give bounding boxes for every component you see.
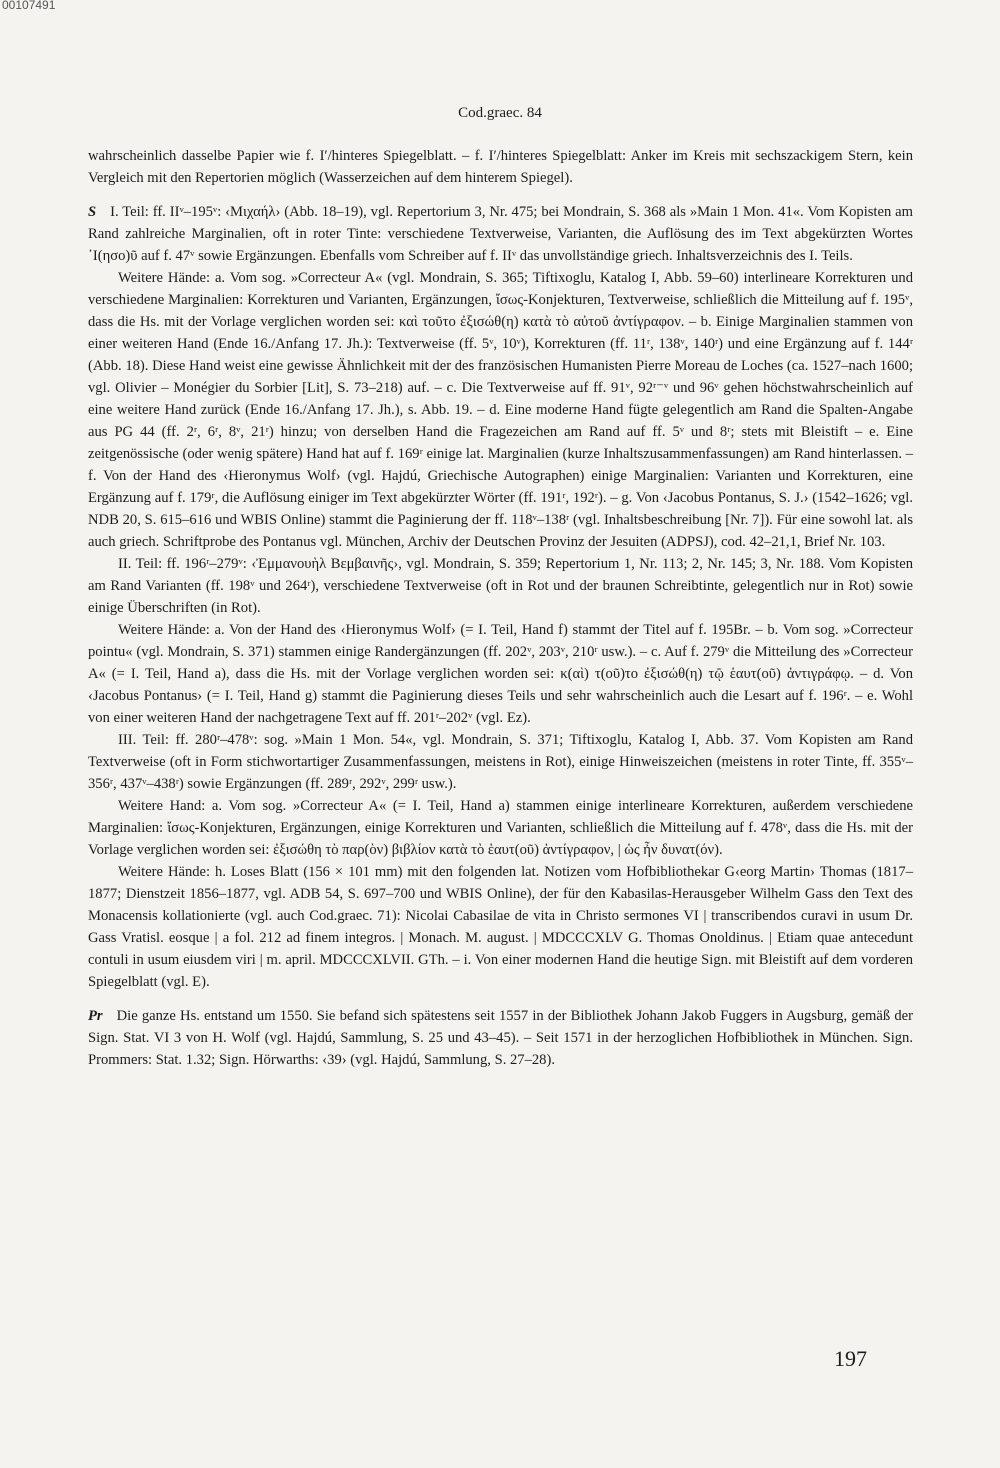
siglum-s: S — [88, 204, 97, 220]
paragraph-s-1-text: I. Teil: ff. IIᵛ–195ᵛ: ‹Μιχαήλ› (Abb. 18–19), vgl. Repertorium 3, Nr. 475; bei Mondrain, S. 368 als »Main 1 Mon. 41«. Vom Kopisten am Rand zahlreiche Marginalien, oft in roter Tinte: verschiedene Textverweise, Varianten, die Auflösung des im Text abgekürzten Wortes ᾽Ι(ησο)ῦ auf f. 47ᵛ sowie Ergänzungen. Ebenfalls vom Schreiber auf f. IIᵛ das unvollständige griech. Inhaltsverzeichnis des I. Teils. — [88, 204, 913, 264]
paragraph-s-6: Weitere Hand: a. Vom sog. »Correcteur A« (= I. Teil, Hand a) stammen einige interlineare Korrekturen, außerdem verschiedene Marginalien: ἴσως-Konjekturen, Ergänzungen, einige Korrekturen und Varianten, schließlich die Mitteilung auf f. 478ᵛ, dass die Hs. mit der Vorlage verglichen worden sei: ἐξισώθη τὸ παρ(ὸν) βιβλίον κατὰ τὸ ἑαυτ(οῦ) ἀντίγραφον, | ὡς ἦν δυνατ(όν). — [88, 798, 913, 858]
paragraph-pr-text: Die ganze Hs. entstand um 1550. Sie befand sich spätestens seit 1557 in der Bibliothek Johann Jakob Fuggers in Augsburg, gemäß der Sign. Stat. VI 3 von H. Wolf (vgl. Hajdú, Sammlung, S. 25 und 43–45). – Seit 1571 in der herzoglichen Hofbibliothek in München. Sign. Prommers: Stat. 1.32; Sign. Hörwarths: ‹39› (vgl. Hajdú, Sammlung, S. 27–28). — [88, 1008, 913, 1068]
running-head: Cod.graec. 84 — [458, 105, 542, 121]
paragraph-s-4: Weitere Hände: a. Von der Hand des ‹Hieronymus Wolf› (= I. Teil, Hand f) stammt der Titel auf f. 195Br. – b. Vom sog. »Correcteur pointu« (vgl. Mondrain, S. 371) stammen einige Randergänzungen (ff. 202ᵛ, 203ᵛ, 210ʳ usw.). – c. Auf f. 279ᵛ die Mitteilung des »Correcteur A« (= I. Teil, Hand a), dass die Hs. mit der Vorlage verglichen worden sei: κ(αὶ) τ(οῦ)το ἐξισώθ(η) τῷ ἑαυτ(οῦ) ἀντιγράφῳ. – d. Von ‹Jacobus Pontanus› (= I. Teil, Hand g) stammt die Paginierung dieses Teils und sehr wahrscheinlich auch die Lesart auf f. 196ʳ. – e. Wohl von einer weiteren Hand der nachgetragene Text auf ff. 201ʳ–202ᵛ (vgl. Ez). — [88, 622, 913, 726]
siglum-pr: Pr — [88, 1008, 103, 1024]
paragraph-s-2: Weitere Hände: a. Vom sog. »Correcteur A« (vgl. Mondrain, S. 365; Tiftixoglu, Katalog I, Abb. 59–60) interlineare Korrekturen und verschiedene Marginalien: Korrekturen und Varianten, Ergänzungen, ἴσως-Konjekturen, Textverweise, schließlich die Mitteilung auf f. 195ᵛ, dass die Hs. mit der Vorlage verglichen worden sei: καὶ τοῦτο ἐξισώθ(η) κατὰ τὸ αὐτοῦ ἀντίγραφον. – b. Einige Marginalien stammen von einer weiteren Hand (Ende 16./Anfang 17. Jh.): Textverweise (ff. 5ᵛ, 10ᵛ), Korrekturen (ff. 11ʳ, 138ᵛ, 140ʳ) und eine Ergänzung auf f. 144ʳ (Abb. 18). Diese Hand weist eine gewisse Ähnlichkeit mit der des französischen Humanisten Pierre Moreau de Loches (ca. 1527–nach 1600; vgl. Olivier – Monégier du Sorbier [Lit], S. 73–218) auf. – c. Die Textverweise auf ff. 91ᵛ, 92ʳ⁻ᵛ und 96ᵛ gehen höchstwahrscheinlich auf eine weitere Hand zurück (Ende 16./Anfang 17. Jh.), s. Abb. 19. – d. Eine moderne Hand fügte gelegentlich am Rand die Spalten-Angabe aus PG 44 (ff. 2ʳ, 6ʳ, 8ᵛ, 21ʳ) hinzu; von derselben Hand die Fragezeichen am Rand auf ff. 5ᵛ und 8ʳ; stets mit Bleistift – e. Eine zeitgenössische (oder wenig spätere) Hand hat auf f. 169ʳ einige lat. Marginalien (kurze Inhaltszusammenfassungen) am Rand hinterlassen. – f. Von der Hand des ‹Hieronymus Wolf› (vgl. Hajdú, Griechische Autographen) einige Marginalien: Varianten und Korrekturen, eine Ergänzung auf f. 179ʳ, die Auflösung einiger im Text abgekürzter Wörter (ff. 191ʳ, 192ʳ). – g. Von ‹Jacobus Pontanus, S. J.› (1542–1626; vgl. NDB 20, S. 615–616 und WBIS Online) stammt die Paginierung der ff. 118ᵛ–138ʳ (vgl. Inhaltsbeschreibung [Nr. 7]). Für eine sowohl lat. als auch griech. Schriftprobe des Pontanus vgl. München, Archiv der Deutschen Provinz der Jesuiten (ADPSJ), cod. 42–21,1, Brief Nr. 103. — [88, 270, 913, 550]
paragraph-intro: wahrscheinlich dasselbe Papier wie f. I′/hinteres Spiegelblatt. – f. I′/hinteres Spiegelblatt: Anker im Kreis mit sechszackigem Stern, kein Vergleich mit den Repertorien möglich (Wasserzeichen auf dem hinterem Spiegel). — [88, 148, 913, 186]
paragraph-s-5: III. Teil: ff. 280ʳ–478ᵛ: sog. »Main 1 Mon. 54«, vgl. Mondrain, S. 371; Tiftixoglu, Katalog I, Abb. 37. Vom Kopisten am Rand Textverweise (oft in Form stichwortartiger Zusammenfassungen, meistens in Rot), einige Hinweiszeichen (meistens in roter Tinte, ff. 355ᵛ–356ʳ, 437ᵛ–438ʳ) sowie Ergänzungen (ff. 289ʳ, 292ᵛ, 299ʳ usw.). — [88, 732, 913, 792]
paragraph-s-1 — [88, 201, 913, 267]
scan-id: 00107491 — [2, 0, 56, 12]
paragraph-s-3: II. Teil: ff. 196ʳ–279ᵛ: ‹Ἐμμανουὴλ Βεμβαινῆς›, vgl. Mondrain, S. 359; Repertorium 1, Nr. 113; 2, Nr. 145; 3, Nr. 188. Vom Kopisten am Rand Varianten (ff. 198ᵛ und 264ʳ), verschiedene Textverweise (oft in Rot und der braunen Schreibtinte, gelegentlich nur in Rot) sowie einige Überschriften (in Rot). — [88, 556, 913, 616]
paragraph-s-7: Weitere Hände: h. Loses Blatt (156 × 101 mm) mit den folgenden lat. Notizen vom Hofbibliothekar G‹eorg Martin› Thomas (1817–1877; Dienstzeit 1856–1877, vgl. ADB 54, S. 697–700 und WBIS Online), der für den Kabasilas-Herausgeber Wilhelm Gass den Text des Monacensis kollationierte (vgl. auch Cod.graec. 71): Nicolai Cabasilae de vita in Christo sermones VI | transcribendos curavi in usum Dr. Gass Vratisl. eosque | a fol. 212 ad finem integros. | Monach. M. august. | MDCCCXLV G. Thomas Onoldinus. | Etiam quae antecedunt contuli in usum eiusdem viri | m. april. MDCCCXLVII. GTh. – i. Von einer modernen Hand die heutige Sign. mit Bleistift auf dem vorderen Spiegelblatt (vgl. E). — [88, 864, 913, 990]
paragraph-pr — [88, 1005, 913, 1071]
page-number: 197 — [834, 1346, 867, 1371]
text-body — [88, 145, 913, 1071]
